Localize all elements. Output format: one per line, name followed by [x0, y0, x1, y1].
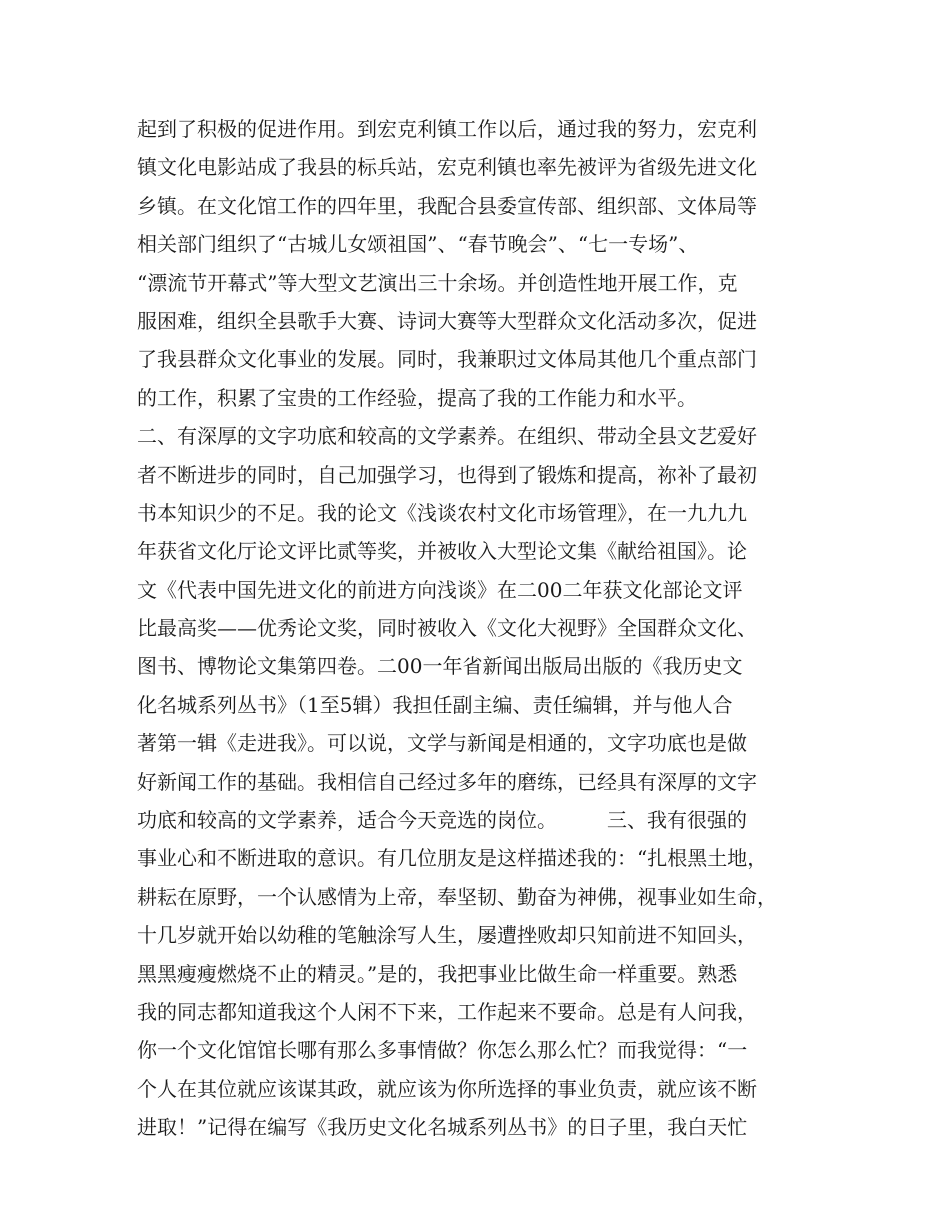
- text-line-18: 好新闻工作的基础。我相信自己经过多年的磨练，已经具有深厚的文字: [137, 769, 757, 794]
- text-line-8: 的工作，积累了宝贵的工作经验，提高了我的工作能力和水平。: [137, 385, 697, 410]
- text-line-11: 书本知识少的不足。我的论文《浅谈农村文化市场管理》，在一九九九: [137, 500, 747, 525]
- text-line-27: 进取！”记得在编写《我历史文化名城系列丛书》的日子里，我白天忙: [137, 1115, 748, 1140]
- text-line-10: 者不断进步的同时，自己加强学习，也得到了锻炼和提高，祢补了最初: [137, 462, 757, 487]
- text-line-23: 黑黑瘦瘦燃烧不止的精灵。”是的，我把事业比做生命一样重要。熟悉: [137, 961, 738, 986]
- text-line-24: 我的同志都知道我这个人闲不下来，工作起来不要命。总是有人问我，: [137, 999, 757, 1024]
- text-line-12: 年获省文化厅论文评比贰等奖，并被收入大型论文集《献给祖国》。论: [137, 539, 747, 564]
- text-line-21: 耕耘在原野，一个认感情为上帝，奉坚韧、勤奋为神佛，视事业如生命，: [137, 884, 777, 909]
- text-line-22: 十几岁就开始以幼稚的笔触涂写人生，屡遭挫败却只知前进不知回头，: [137, 923, 757, 948]
- text-line-1: 起到了积极的促进作用。到宏克利镇工作以后，通过我的努力，宏克利: [137, 117, 757, 141]
- text-line-7: 了我县群众文化事业的发展。同时，我兼职过文体局其他几个重点部门: [137, 347, 757, 372]
- text-line-6: 服困难，组织全县歌手大赛、诗词大赛等大型群众文化活动多次，促进: [137, 308, 757, 333]
- text-line-19: 功底和较高的文学素养，适合今天竞选的岗位。 三、我有很强的: [137, 808, 747, 833]
- body-text: [137, 110, 827, 1147]
- text-line-16: 化名城系列丛书》（1至5辑）我担任副主编、责任编辑，并与他人合: [137, 692, 733, 717]
- text-line-14: 比最高奖——优秀论文奖，同时被收入《文化大视野》全国群众文化、: [137, 616, 757, 641]
- text-line-5: “漂流节开幕式”等大型文艺演出三十余场。并创造性地开展工作，克: [137, 270, 738, 295]
- text-line-4: 相关部门组织了“古城儿女颂祖国”、“春节晚会”、“七一专场”、: [137, 232, 699, 257]
- text-line-17: 著第一辑《走进我》。可以说，文学与新闻是相通的，文字功底也是做: [137, 731, 747, 756]
- text-line-13: 文《代表中国先进文化的前进方向浅谈》在二00二年获文化部论文评: [137, 577, 743, 602]
- text-line-26: 个人在其位就应该谋其政，就应该为你所选择的事业负责，就应该不断: [137, 1076, 757, 1101]
- text-line-25: 你一个文化馆馆长哪有那么多事情做？你怎么那么忙？而我觉得：“一: [137, 1038, 748, 1063]
- text-line-15: 图书、博物论文集第四卷。二00一年省新闻出版局出版的《我历史文: [137, 654, 743, 679]
- text-line-20: 事业心和不断进取的意识。有几位朋友是这样描述我的：“扎根黑土地，: [137, 846, 768, 871]
- text-line-2: 镇文化电影站成了我县的标兵站，宏克利镇也率先被评为省级先进文化: [137, 155, 757, 180]
- text-line-9: 二、有深厚的文字功底和较高的文学素养。在组织、带动全县文艺爱好: [137, 424, 757, 449]
- text-line-3: 乡镇。在文化馆工作的四年里，我配合县委宣传部、组织部、文体局等: [137, 193, 757, 218]
